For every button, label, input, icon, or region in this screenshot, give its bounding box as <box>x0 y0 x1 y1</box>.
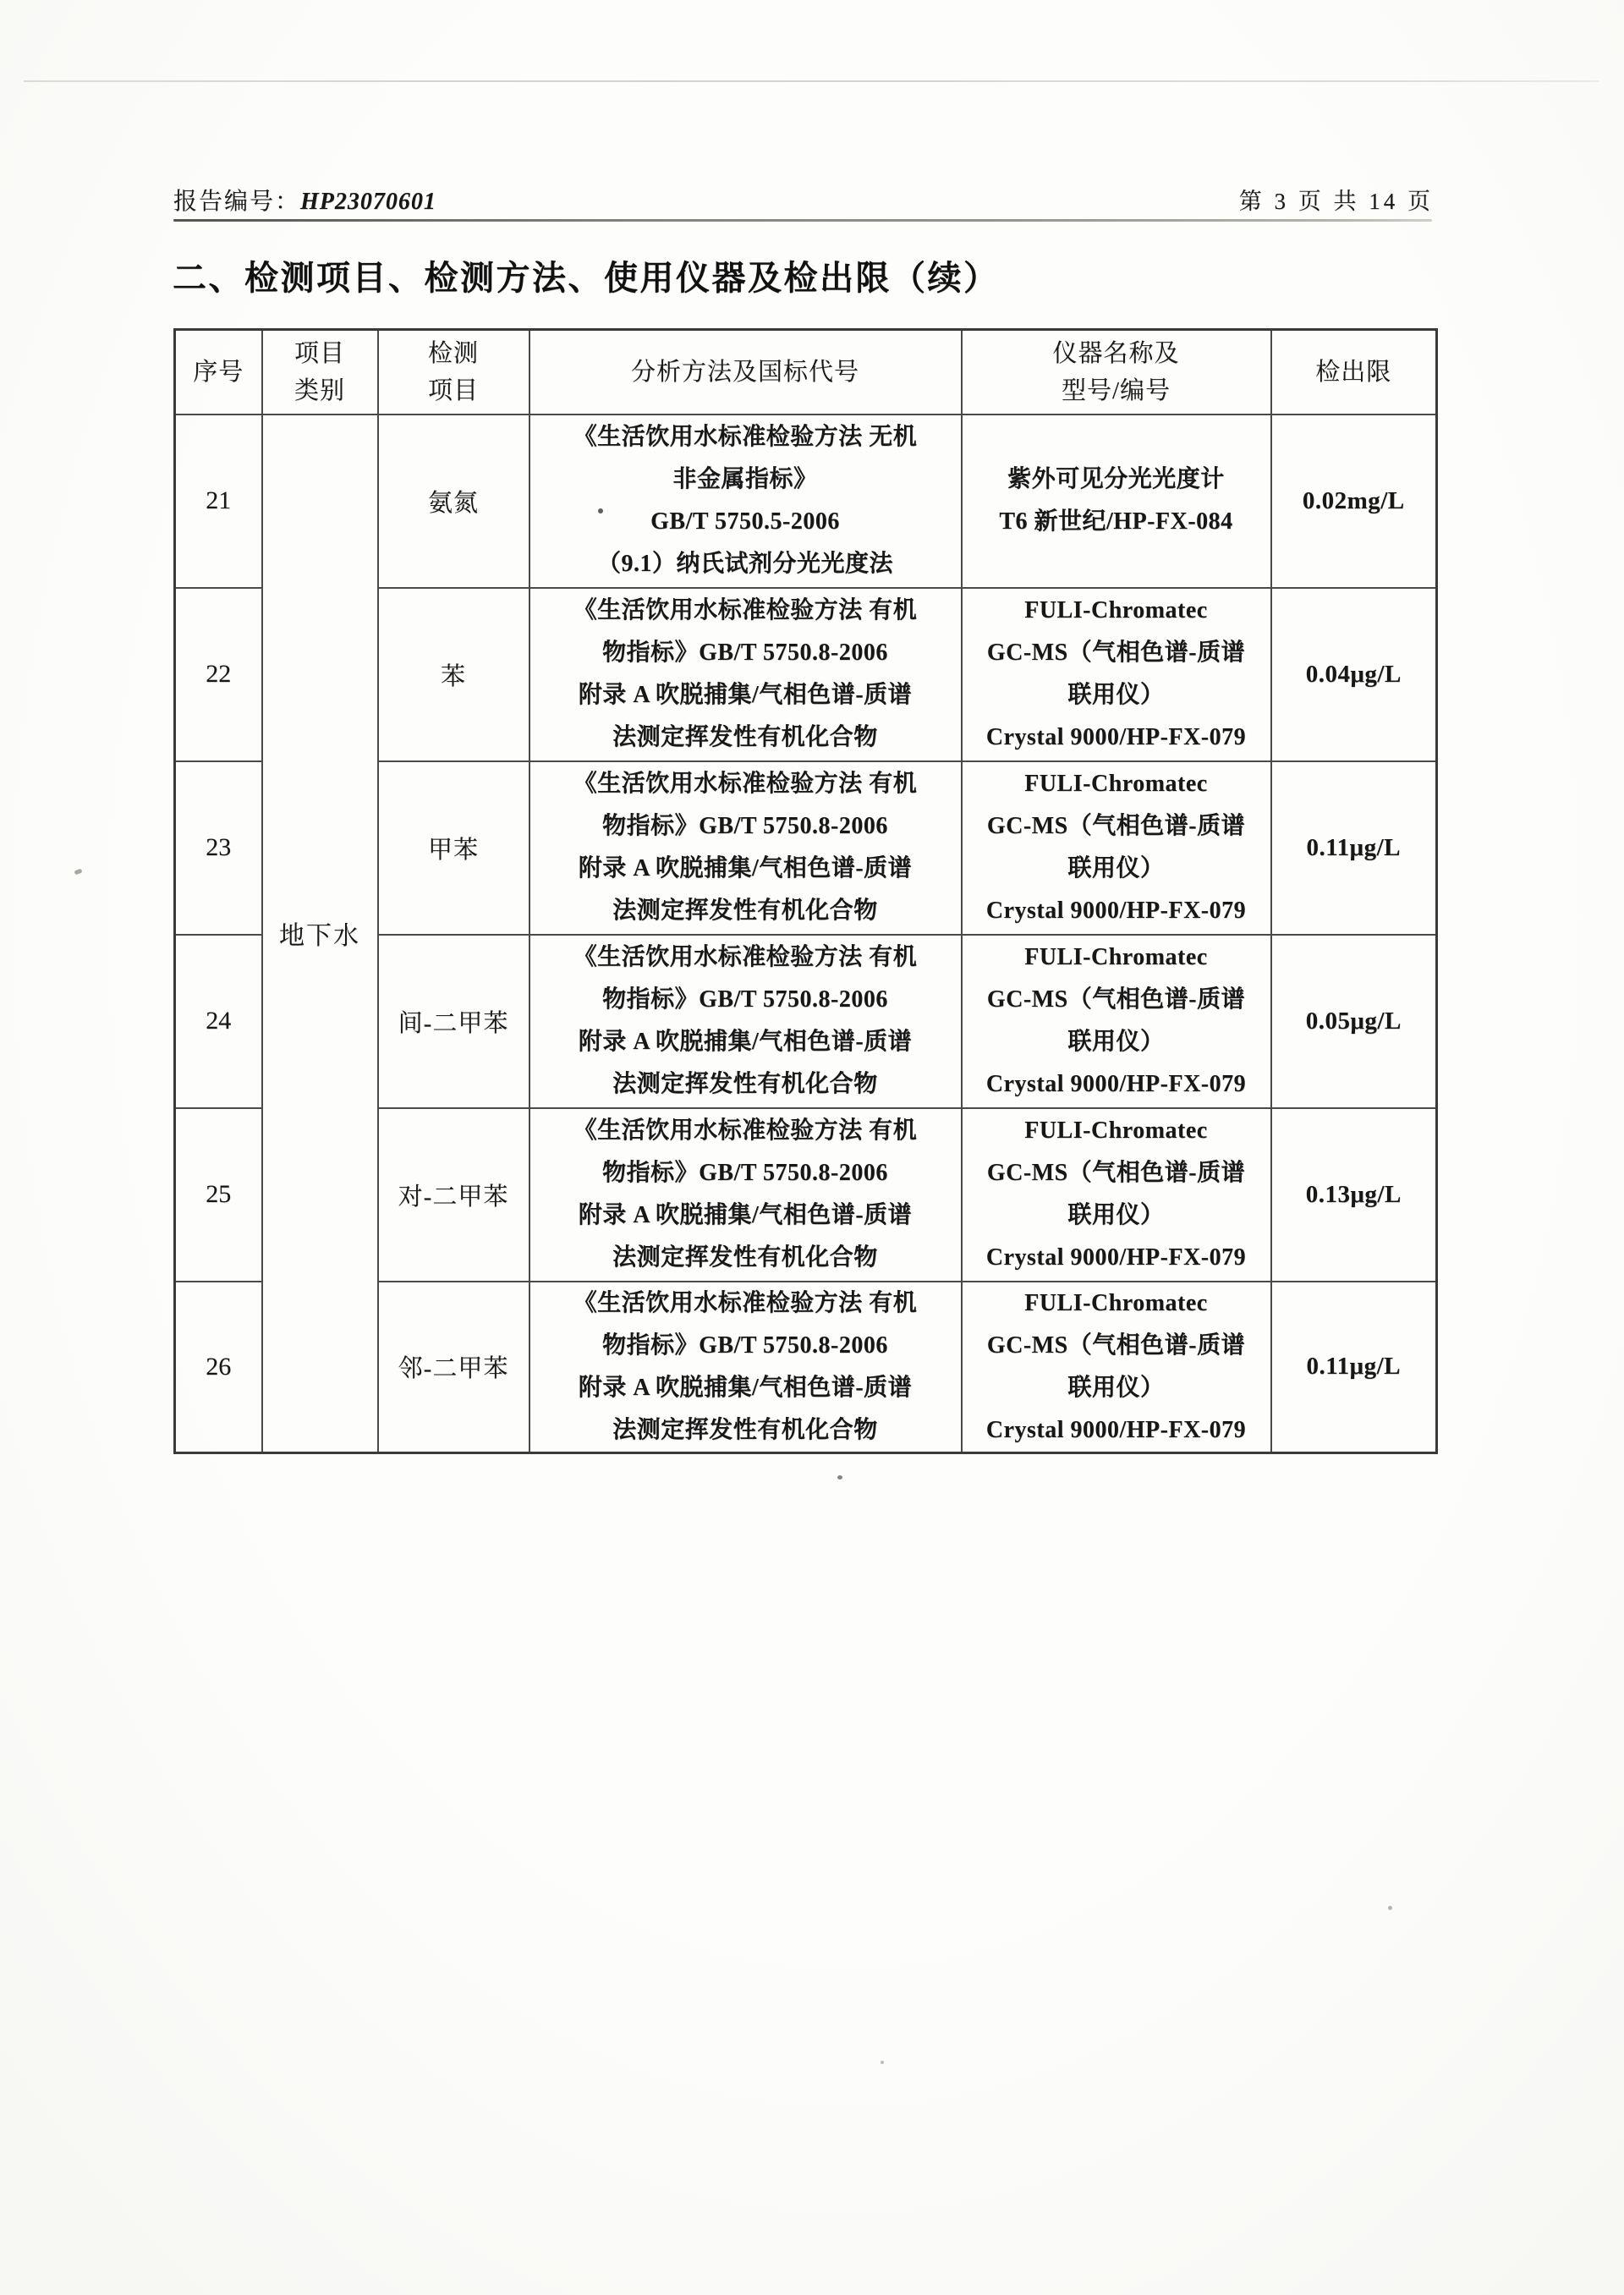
instrument-line: 联用仪） <box>1067 1202 1165 1228</box>
instrument-line: Crystal 9000/HP-FX-079 <box>985 1416 1247 1443</box>
limit-cell <box>1271 761 1437 935</box>
instrument-cell <box>962 1108 1271 1282</box>
item-label: 间-二甲苯 <box>398 1009 509 1037</box>
item-label: 苯 <box>440 662 466 690</box>
instrument-cell <box>962 1282 1271 1453</box>
instrument-line: GC-MS（气相色谱-质谱 <box>986 640 1246 666</box>
item-cell <box>378 588 529 761</box>
item-label: 邻-二甲苯 <box>398 1355 509 1382</box>
method-line: 物指标》GB/T 5750.8-2006 <box>602 813 888 839</box>
category-cell <box>262 415 378 1453</box>
col-header-instrument-line: 仪器名称及 <box>1052 339 1180 367</box>
method-line: 法测定挥发性有机化合物 <box>612 1416 878 1443</box>
limit-value: 0.04μg/L <box>1305 660 1402 688</box>
method-line: 附录 A 吹脱捕集/气相色谱-质谱 <box>578 1029 913 1055</box>
limit-value: 0.11μg/L <box>1306 1353 1401 1380</box>
row-index: 23 <box>206 833 232 861</box>
method-line: 附录 A 吹脱捕集/气相色谱-质谱 <box>578 1374 913 1401</box>
col-header-index-label: 序号 <box>193 358 244 386</box>
scan-speck <box>74 869 82 876</box>
method-cell <box>529 415 962 588</box>
scan-speck <box>837 1475 842 1480</box>
method-line: 附录 A 吹脱捕集/气相色谱-质谱 <box>578 855 913 881</box>
item-cell <box>378 1282 529 1453</box>
col-header-method-label: 分析方法及国标代号 <box>630 358 859 386</box>
instrument-cell <box>962 415 1271 588</box>
col-header-item-line: 检测 <box>427 339 479 367</box>
instrument-line: 联用仪） <box>1067 682 1165 708</box>
method-line: 法测定挥发性有机化合物 <box>612 724 878 750</box>
instrument-line: 联用仪） <box>1067 1029 1165 1055</box>
page-indicator: 第 3 页 共 14 页 <box>1238 189 1434 214</box>
instrument-line: FULI-Chromatec <box>1024 1289 1208 1316</box>
item-cell <box>378 1108 529 1282</box>
page-header <box>173 183 1434 217</box>
scan-speck <box>1388 1906 1392 1910</box>
method-cell <box>529 761 962 935</box>
row-index-cell <box>175 415 262 588</box>
table-row <box>175 415 1437 588</box>
method-line: 法测定挥发性有机化合物 <box>612 1244 878 1271</box>
method-line: 《生活饮用水标准检验方法 有机 <box>573 944 918 970</box>
detection-table-wrapper <box>173 328 1435 1454</box>
item-label: 对-二甲苯 <box>398 1183 509 1211</box>
limit-cell <box>1271 588 1437 761</box>
col-header-limit-label: 检出限 <box>1315 358 1392 386</box>
instrument-line: Crystal 9000/HP-FX-079 <box>985 724 1247 750</box>
instrument-line: Crystal 9000/HP-FX-079 <box>985 1244 1247 1271</box>
method-line: 物指标》GB/T 5750.8-2006 <box>602 1331 888 1359</box>
limit-value: 0.11μg/L <box>1306 833 1401 861</box>
row-index-cell <box>175 1108 262 1282</box>
method-line: GB/T 5750.5-2006 <box>650 508 840 535</box>
method-line: 《生活饮用水标准检验方法 有机 <box>573 1289 918 1316</box>
item-cell <box>378 761 529 935</box>
row-index-cell <box>175 761 262 935</box>
instrument-line: FULI-Chromatec <box>1024 1117 1208 1144</box>
row-index: 26 <box>206 1352 232 1381</box>
method-line: （9.1）纳氏试剂分光光度法 <box>596 551 893 577</box>
item-cell <box>378 935 529 1108</box>
table-header-row <box>175 330 1437 415</box>
row-index-cell <box>175 588 262 761</box>
report-number-label: 报告编号： <box>173 189 301 215</box>
method-cell <box>529 1108 962 1282</box>
col-header-limit <box>1271 330 1437 415</box>
method-line: 物指标》GB/T 5750.8-2006 <box>602 640 888 666</box>
row-index: 24 <box>206 1007 232 1035</box>
row-index: 21 <box>206 486 232 514</box>
report-number-value: HP23070601 <box>300 189 436 215</box>
col-header-category <box>262 330 378 415</box>
item-cell <box>378 415 529 588</box>
method-line: 《生活饮用水标准检验方法 有机 <box>573 1117 918 1144</box>
method-line: 附录 A 吹脱捕集/气相色谱-质谱 <box>578 682 913 708</box>
limit-cell <box>1271 935 1437 1108</box>
row-index-cell <box>175 1282 262 1453</box>
instrument-line: FULI-Chromatec <box>1024 771 1208 797</box>
instrument-line: T6 新世纪/HP-FX-084 <box>999 508 1233 535</box>
item-label: 氨氮 <box>427 489 479 517</box>
method-line: 非金属指标》 <box>672 466 818 492</box>
limit-cell <box>1271 1108 1437 1282</box>
item-label: 甲苯 <box>427 836 479 864</box>
table-body <box>175 415 1437 1453</box>
col-header-instrument <box>962 330 1271 415</box>
instrument-line: FULI-Chromatec <box>1024 597 1208 623</box>
limit-value: 0.13μg/L <box>1305 1180 1402 1208</box>
method-line: 法测定挥发性有机化合物 <box>612 1071 878 1097</box>
header-divider <box>173 219 1432 222</box>
category-label: 地下水 <box>279 922 360 950</box>
instrument-line: GC-MS（气相色谱-质谱 <box>986 813 1246 839</box>
method-line: 附录 A 吹脱捕集/气相色谱-质谱 <box>578 1202 913 1228</box>
col-header-index <box>175 330 262 415</box>
instrument-line: 联用仪） <box>1067 1374 1165 1401</box>
section-title: 二、检测项目、检测方法、使用仪器及检出限（续） <box>173 260 1000 297</box>
row-index: 25 <box>206 1180 232 1208</box>
limit-value: 0.05μg/L <box>1305 1007 1402 1035</box>
col-header-method <box>529 330 962 415</box>
instrument-line: GC-MS（气相色谱-质谱 <box>986 1160 1246 1186</box>
instrument-line: Crystal 9000/HP-FX-079 <box>985 898 1247 924</box>
method-line: 《生活饮用水标准检验方法 有机 <box>573 597 918 623</box>
report-number <box>173 183 436 217</box>
detection-table <box>173 328 1438 1454</box>
instrument-line: 联用仪） <box>1067 855 1165 881</box>
table-header <box>175 330 1437 415</box>
method-line: 《生活饮用水标准检验方法 无机 <box>573 424 918 450</box>
limit-cell <box>1271 415 1437 588</box>
method-cell <box>529 1282 962 1453</box>
scan-speck <box>881 2061 884 2064</box>
method-cell <box>529 935 962 1108</box>
scan-artifact-line <box>24 80 1599 82</box>
limit-cell <box>1271 1282 1437 1453</box>
instrument-line: 紫外可见分光光度计 <box>1007 466 1225 492</box>
instrument-line: GC-MS（气相色谱-质谱 <box>986 986 1246 1013</box>
instrument-cell <box>962 761 1271 935</box>
col-header-item <box>378 330 529 415</box>
instrument-cell <box>962 935 1271 1108</box>
col-header-category-line: 项目 <box>294 339 345 367</box>
instrument-cell <box>962 588 1271 761</box>
col-header-category-line: 类别 <box>294 376 345 404</box>
col-header-item-line: 项目 <box>427 376 479 404</box>
instrument-line: Crystal 9000/HP-FX-079 <box>985 1071 1247 1097</box>
limit-value: 0.02mg/L <box>1302 486 1405 514</box>
method-line: 《生活饮用水标准检验方法 有机 <box>573 771 918 797</box>
method-cell <box>529 588 962 761</box>
method-line: 物指标》GB/T 5750.8-2006 <box>602 1160 888 1186</box>
row-index: 22 <box>206 660 232 688</box>
instrument-line: GC-MS（气相色谱-质谱 <box>986 1331 1246 1359</box>
method-line: 法测定挥发性有机化合物 <box>612 898 878 924</box>
instrument-line: FULI-Chromatec <box>1024 944 1208 970</box>
method-line: 物指标》GB/T 5750.8-2006 <box>602 986 888 1013</box>
col-header-instrument-line: 型号/编号 <box>1061 376 1171 404</box>
scan-speck <box>598 508 603 513</box>
row-index-cell <box>175 935 262 1108</box>
